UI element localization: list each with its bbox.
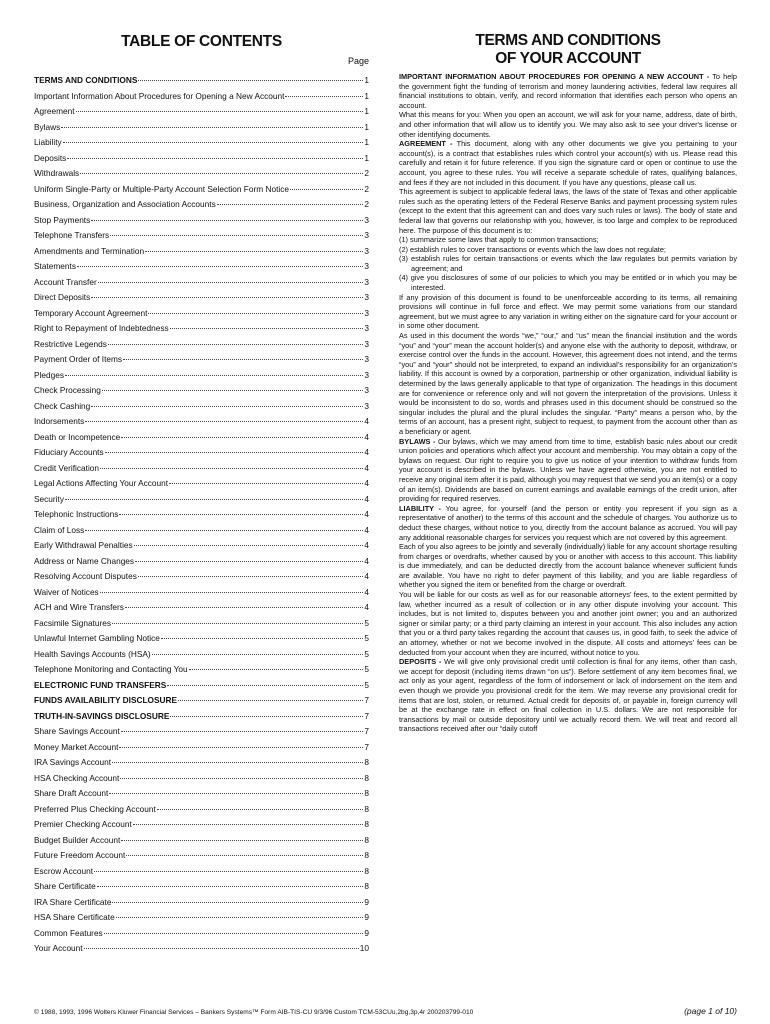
toc-entry-label: Direct Deposits <box>34 292 91 302</box>
toc-entry-label: Bylaws <box>34 121 61 132</box>
toc-entry-page: 3 <box>364 307 369 318</box>
toc-leader-dots <box>104 933 364 934</box>
toc-entry-label: Check Processing <box>34 385 101 395</box>
toc-leader-dots <box>145 251 363 252</box>
toc-entry-page: 3 <box>364 354 369 364</box>
toc-leader-dots <box>121 731 364 732</box>
toc-entry <box>34 213 369 229</box>
toc-entry <box>34 461 369 477</box>
terms-paragraph-text: You will be liable for our costs as well as for our reasonable attorneys’ fees, to the extent permitted by law, whether incurred as a result of collection or in any other dispute involving your account. This includes, but is not limited to, disputes between you and another joint owner; you and an authorized signer or similar party; or a third party claiming an interest in your account. This also includes any action that you or a third party takes regarding the account that causes us, in good faith, to seek the advice of an attorney, whether or not we become involved in the dispute. All costs and attorneys’ fees can be deducted from your account when they are incurred, without notice to you. <box>399 590 737 657</box>
toc-leader-dots <box>138 576 364 577</box>
toc-leader-dots <box>98 282 364 283</box>
toc-leader-dots <box>61 127 363 128</box>
toc-entry-page: 5 <box>364 617 369 628</box>
toc-entry-page: 5 <box>364 679 369 690</box>
toc-entry <box>34 802 369 818</box>
toc-entry-label: FUNDS AVAILABILITY DISCLOSURE <box>34 695 178 705</box>
toc-leader-dots <box>152 654 364 655</box>
toc-entry <box>34 399 369 415</box>
toc-entry-page: 8 <box>364 881 369 891</box>
toc-entry-page: 3 <box>364 261 369 271</box>
toc-entry <box>34 833 369 849</box>
toc-list <box>34 73 369 957</box>
toc-leader-dots <box>119 747 363 748</box>
toc-entry <box>34 554 369 570</box>
toc-entry <box>34 926 369 942</box>
toc-leader-dots <box>100 468 363 469</box>
toc-entry <box>34 693 369 709</box>
toc-entry-page: 4 <box>364 586 369 597</box>
toc-entry-page: 4 <box>364 524 369 535</box>
terms-paragraph-text: (3) establish rules for certain transactions or events which the law regulates but permits variation by agreement; and <box>399 254 737 273</box>
terms-paragraph-text: This document, along with any other documents we give you pertaining to your account(s), is a contract that establishes rules which control your account(s) with us. Please read this carefully and retain it for future reference. If you sign the signature card or open or continue to use the account, you agree to these rules. You will receive a separate schedule of rates, qualifying balances, and fees if they are not included in this document. If you have any questions, please call us. <box>399 139 737 187</box>
toc-entry-page: 4 <box>364 571 369 581</box>
terms-paragraph-text: This agreement is subject to applicable federal laws, the laws of the state of Texas and other applicable rules such as the operating letters of the Federal Reserve Banks and payment processing system rules (except to the extent that this agreement can and does vary such rules or laws). The body of state and federal law that governs our relationship with you, however, is too large and complex to be reproduced here. The purpose of this document is to: <box>399 187 737 235</box>
toc-entry-label: Telephonic Instructions <box>34 509 119 519</box>
terms-list-item <box>399 245 737 255</box>
toc-entry <box>34 89 369 105</box>
terms-paragraph-text: (4) give you disclosures of some of our policies to which you may be entitled or in which you may be interested. <box>399 273 737 293</box>
toc-entry-label: TERMS AND CONDITIONS <box>34 75 138 85</box>
toc-entry-label: Address or Name Changes <box>34 555 135 566</box>
terms-section-heading: LIABILITY - <box>399 503 446 513</box>
toc-entry-label: Liability <box>34 137 62 147</box>
terms-section-heading: AGREEMENT - <box>399 139 457 149</box>
toc-entry <box>34 724 369 740</box>
toc-entry-label: Money Market Account <box>34 741 119 752</box>
toc-leader-dots <box>123 359 363 360</box>
toc-leader-dots <box>110 235 363 236</box>
toc-leader-dots <box>290 189 363 190</box>
toc-entry <box>34 368 369 384</box>
toc-entry-label: Uniform Single-Party or Multiple-Party Account Selection Form Notice <box>34 183 289 194</box>
toc-leader-dots <box>148 313 363 314</box>
toc-entry-page: 3 <box>364 338 369 349</box>
toc-leader-dots <box>105 452 364 453</box>
terms-paragraph <box>399 437 737 504</box>
toc-entry-page: 4 <box>364 555 369 566</box>
toc-leader-dots <box>63 142 364 143</box>
toc-entry-label: Fiduciary Accounts <box>34 447 104 457</box>
toc-entry <box>34 755 369 771</box>
toc-entry <box>34 631 369 647</box>
toc-entry <box>34 585 369 601</box>
toc-entry <box>34 895 369 911</box>
toc-entry <box>34 538 369 554</box>
toc-entry-label: Withdrawals <box>34 168 80 178</box>
toc-entry-label: Agreement <box>34 106 75 116</box>
terms-list-item <box>399 273 737 292</box>
toc-entry <box>34 476 369 492</box>
toc-entry <box>34 120 369 136</box>
terms-paragraph-text: What this means for you: When you open an account, we will ask for your name, address, date of birth, and other information that will allow us to identify you. We may also ask to see your driver's license or other identifying documents. <box>399 110 737 139</box>
toc-entry-label: Stop Payments <box>34 214 91 225</box>
toc-entry-page: 8 <box>364 850 369 860</box>
toc-entry-page: 7 <box>364 726 369 736</box>
toc-entry-page: 1 <box>364 137 369 147</box>
toc-entry <box>34 492 369 508</box>
toc-entry-label: HSA Checking Account <box>34 772 120 783</box>
toc-entry-label: Amendments and Termination <box>34 245 145 256</box>
toc-entry-label: ACH and Wire Transfers <box>34 602 124 612</box>
toc-entry <box>34 244 369 260</box>
toc-leader-dots <box>80 173 363 174</box>
terms-paragraph <box>399 657 737 734</box>
toc-entry <box>34 228 369 244</box>
toc-leader-dots <box>178 700 363 701</box>
toc-title: TABLE OF CONTENTS <box>121 33 282 50</box>
toc-entry-label: Facsimile Signatures <box>34 617 112 628</box>
terms-paragraph-text: (2) establish rules to cover transactions or events which the law does not regulate; <box>399 244 666 254</box>
toc-entry-label: Share Savings Account <box>34 726 120 736</box>
toc-entry <box>34 616 369 632</box>
toc-entry-label: Business, Organization and Association Accounts <box>34 199 216 209</box>
toc-leader-dots <box>121 437 363 438</box>
toc-entry <box>34 709 369 725</box>
toc-entry <box>34 73 369 89</box>
footer-page-number: (page 1 of 10) <box>684 1006 737 1016</box>
toc-leader-dots <box>126 855 363 856</box>
toc-leader-dots <box>76 111 364 112</box>
terms-paragraph <box>399 187 737 235</box>
toc-entry-label: Legal Actions Affecting Your Account <box>34 478 169 488</box>
terms-paragraph-text: Our bylaws, which we may amend from time to time, establish basic rules about our credit union policies and operations which affect your account and membership. You may obtain a copy of the bylaws on request. Our right to require you to give us notice of your intention to withdraw funds from your account is described in the bylaws. Unless we have agreed otherwise, you are not entitled to receive any original item after it is paid, although you may request that we send you an item(s) or a copy of an item(s). Dividends are based on current earnings and available earnings of the credit union, after providing for required reserves. <box>399 436 737 504</box>
toc-entry-page: 3 <box>364 292 369 302</box>
toc-entry <box>34 507 369 523</box>
toc-leader-dots <box>77 266 363 267</box>
terms-paragraph <box>399 590 737 657</box>
toc-entry-label: Share Draft Account <box>34 788 109 798</box>
toc-leader-dots <box>217 204 364 205</box>
toc-leader-dots <box>100 592 364 593</box>
toc-entry <box>34 259 369 275</box>
toc-entry-label: IRA Share Certificate <box>34 896 112 907</box>
toc-entry-page: 3 <box>364 245 369 256</box>
toc-entry-label: Statements <box>34 261 76 271</box>
toc-leader-dots <box>108 344 364 345</box>
toc-entry <box>34 817 369 833</box>
terms-paragraph <box>399 293 737 331</box>
toc-entry-page: 4 <box>364 602 369 612</box>
toc-entry-label: HSA Share Certificate <box>34 912 115 922</box>
toc-entry <box>34 569 369 585</box>
toc-leader-dots <box>112 623 363 624</box>
toc-entry <box>34 430 369 446</box>
toc-leader-dots <box>134 545 364 546</box>
toc-entry-label: Unlawful Internet Gambling Notice <box>34 633 160 643</box>
toc-entry-page: 3 <box>364 214 369 225</box>
toc-leader-dots <box>169 483 363 484</box>
toc-entry <box>34 321 369 337</box>
toc-entry-label: Premier Checking Account <box>34 819 132 829</box>
toc-entry <box>34 383 369 399</box>
table-of-contents <box>34 32 369 957</box>
toc-entry-label: Credit Verification <box>34 462 100 473</box>
toc-leader-dots <box>102 390 364 391</box>
toc-entry-page: 7 <box>364 695 369 705</box>
toc-leader-dots <box>161 638 363 639</box>
toc-entry-page: 1 <box>364 75 369 85</box>
toc-leader-dots <box>116 917 364 918</box>
toc-entry <box>34 337 369 353</box>
toc-leader-dots <box>119 514 363 515</box>
toc-entry-page: 3 <box>364 385 369 395</box>
terms-list-item <box>399 235 737 245</box>
toc-entry <box>34 879 369 895</box>
toc-entry-page: 3 <box>364 400 369 411</box>
toc-entry <box>34 662 369 678</box>
toc-entry-label: Account Transfer <box>34 276 97 287</box>
toc-leader-dots <box>157 809 364 810</box>
terms-title <box>399 32 737 68</box>
toc-entry-page: 8 <box>364 865 369 876</box>
toc-entry-page: 8 <box>364 834 369 845</box>
toc-entry <box>34 135 369 151</box>
toc-entry-label: Pledges <box>34 369 64 380</box>
toc-entry-page: 4 <box>364 493 369 504</box>
toc-leader-dots <box>120 778 363 779</box>
toc-entry-label: Resolving Account Disputes <box>34 571 137 581</box>
toc-entry-page: 5 <box>364 664 369 674</box>
toc-leader-dots <box>85 530 363 531</box>
toc-leader-dots <box>112 902 363 903</box>
toc-entry-label: Right to Repayment of Indebtedness <box>34 323 169 333</box>
toc-entry-label: IRA Savings Account <box>34 757 112 767</box>
toc-entry <box>34 290 369 306</box>
terms-body <box>399 72 737 956</box>
terms-paragraph <box>399 139 737 187</box>
toc-entry <box>34 166 369 182</box>
toc-entry <box>34 864 369 880</box>
toc-entry-page: 4 <box>364 416 369 426</box>
toc-page-column-header: Page <box>347 56 369 66</box>
toc-leader-dots <box>97 886 364 887</box>
terms-title-line1: TERMS AND CONDITIONS <box>475 32 661 49</box>
toc-entry-label: Budget Builder Account <box>34 834 121 845</box>
toc-entry-page: 3 <box>364 230 369 240</box>
terms-paragraph-text: We will give only provisional credit until collection is final for any items, other than cash, we accept for deposit (including items drawn “on us”). Before settlement of any item becomes final, we act only as your agent, regardless of the form of indorsement or lack of indorsement on the item and even though we provide you provisional credit for the item. We may reverse any provisional credit for items that are lost, stolen, or returned. Actual credit for deposits of, or payable in, foreign currency will be at the exchange rate in effect on final collection in U.S. dollars. We are not responsible for transactions by mail or outside depository until we actually record them. We will treat and record all transactions received after our “daily cutoff <box>399 657 737 734</box>
toc-entry <box>34 647 369 663</box>
toc-entry <box>34 600 369 616</box>
toc-entry <box>34 771 369 787</box>
toc-entry <box>34 786 369 802</box>
toc-leader-dots <box>91 220 363 221</box>
toc-entry-page: 9 <box>364 927 369 938</box>
toc-entry-label: Important Information About Procedures for Opening a New Account <box>34 90 285 101</box>
terms-paragraph <box>399 331 737 437</box>
toc-entry-page: 7 <box>364 741 369 752</box>
terms-list-item <box>399 254 737 273</box>
toc-entry-label: Deposits <box>34 152 67 163</box>
toc-leader-dots <box>135 561 363 562</box>
toc-entry <box>34 306 369 322</box>
toc-leader-dots <box>170 716 363 717</box>
toc-entry-label: Payment Order of Items <box>34 354 123 364</box>
toc-entry <box>34 275 369 291</box>
toc-leader-dots <box>189 669 364 670</box>
toc-entry-page: 2 <box>364 183 369 194</box>
toc-entry-label: Common Features <box>34 927 103 938</box>
toc-entry-page: 5 <box>364 648 369 659</box>
toc-leader-dots <box>112 762 363 763</box>
terms-and-conditions <box>399 32 737 956</box>
toc-entry-label: Telephone Monitoring and Contacting You <box>34 664 188 674</box>
toc-entry-label: Death or Incompetence <box>34 431 121 442</box>
toc-entry <box>34 941 369 957</box>
toc-leader-dots <box>285 96 363 97</box>
toc-entry-page: 8 <box>364 803 369 814</box>
toc-entry <box>34 182 369 198</box>
toc-leader-dots <box>65 499 363 500</box>
toc-entry <box>34 414 369 430</box>
toc-entry-page: 4 <box>364 462 369 473</box>
terms-paragraph <box>399 542 737 590</box>
toc-leader-dots <box>167 685 363 686</box>
terms-paragraph-text: You agree, for yourself (and the person or entity you represent if you sign as a representative of another) to the terms of this account and the schedule of charges. You authorize us to deduct these charges, without notice to you, directly from the account balance as accrued. You will pay any additional reasonable charges for services you request which are not covered by this agreement. <box>399 503 737 542</box>
toc-entry-label: Waiver of Notices <box>34 586 99 597</box>
toc-leader-dots <box>91 406 363 407</box>
toc-entry-page: 1 <box>364 106 369 116</box>
toc-entry-page: 1 <box>364 121 369 132</box>
toc-entry-page: 4 <box>364 509 369 519</box>
toc-entry-page: 4 <box>364 478 369 488</box>
toc-entry-page: 1 <box>364 90 369 101</box>
toc-entry-label: Restrictive Legends <box>34 338 107 349</box>
toc-entry <box>34 197 369 213</box>
toc-entry-page: 10 <box>359 943 369 953</box>
toc-entry <box>34 910 369 926</box>
toc-leader-dots <box>125 607 363 608</box>
toc-entry-label: Claim of Loss <box>34 524 85 535</box>
terms-paragraph-text: As used in this document the words “we,” “our,” and “us” mean the financial institution and the words “you” and “your” mean the account holder(s) and anyone else with the authority to deposit, withdraw, or exercise control over the funds in the account. However, this agreement does not intend, and the terms “you” and “your” should not be interpreted, to expand an individual’s responsibility for an organization’s liability. If this account is owned by a corporation, partnership or other organization, individual liability is determined by the laws generally applicable to that type of organization. The headings in this document are for convenience or reference only and will not govern the interpretation of the provisions. Unless it would be inconsistent to do so, words and phrases used in this document should be construed so the singular includes the plural and the plural includes the singular. “Party” means a person who, by the terms of an account, has a present right, subject to request, to payment from the account other than as a beneficiary or agent. <box>399 331 737 436</box>
toc-entry <box>34 151 369 167</box>
toc-entry <box>34 352 369 368</box>
toc-leader-dots <box>133 824 364 825</box>
terms-paragraph-text: If any provision of this document is found to be unenforceable according to its terms, all remaining provisions will continue in full force and effect. We may permit some variations from our standard agreement, but we must agree to any variation in writing either on the signature card for your account or in some other document. <box>399 292 737 331</box>
toc-entry-label: Early Withdrawal Penalties <box>34 540 133 550</box>
terms-title-line2: OF YOUR ACCOUNT <box>495 50 641 67</box>
toc-entry <box>34 678 369 694</box>
toc-leader-dots <box>65 375 363 376</box>
toc-entry-label: Temporary Account Agreement <box>34 307 148 318</box>
page-footer <box>34 1006 737 1016</box>
terms-section-heading: DEPOSITS - <box>399 657 444 667</box>
toc-entry-page: 5 <box>364 633 369 643</box>
toc-entry-label: Telephone Transfers <box>34 230 110 240</box>
toc-entry-label: ELECTRONIC FUND TRANSFERS <box>34 679 167 690</box>
toc-leader-dots <box>91 297 363 298</box>
toc-entry-label: Preferred Plus Checking Account <box>34 803 156 814</box>
toc-leader-dots <box>138 80 363 81</box>
toc-entry-page: 3 <box>364 369 369 380</box>
terms-section-heading: IMPORTANT INFORMATION ABOUT PROCEDURES FOR OPENING A NEW ACCOUNT - <box>399 72 713 81</box>
toc-entry-page: 9 <box>364 896 369 907</box>
toc-leader-dots <box>67 158 363 159</box>
terms-paragraph-text: (1) summarize some laws that apply to common transactions; <box>399 235 599 245</box>
toc-entry-page: 4 <box>364 540 369 550</box>
footer-copyright: © 1988, 1993, 1996 Wolters Kluwer Financial Services – Bankers Systems™ Form AIB-TIS-CU 9/3/96 Custom TCM-53CUu,2bg,3p,4r 200203799-010 <box>34 1009 474 1016</box>
toc-entry <box>34 523 369 539</box>
toc-leader-dots <box>170 328 364 329</box>
toc-leader-dots <box>109 793 363 794</box>
toc-leader-dots <box>85 421 363 422</box>
terms-paragraph <box>399 72 737 110</box>
toc-entry-label: Share Certificate <box>34 881 96 891</box>
toc-entry-page: 8 <box>364 757 369 767</box>
toc-entry-page: 2 <box>364 199 369 209</box>
toc-entry-page: 3 <box>364 323 369 333</box>
toc-entry-page: 7 <box>364 710 369 721</box>
toc-leader-dots <box>84 948 359 949</box>
toc-entry-label: Indorsements <box>34 416 85 426</box>
toc-entry <box>34 740 369 756</box>
toc-entry-page: 4 <box>364 431 369 442</box>
toc-entry <box>34 104 369 120</box>
toc-entry-page: 8 <box>364 819 369 829</box>
toc-entry-page: 8 <box>364 788 369 798</box>
toc-leader-dots <box>94 871 363 872</box>
toc-entry-page: 2 <box>364 168 369 178</box>
toc-entry-label: Check Cashing <box>34 400 91 411</box>
toc-entry <box>34 445 369 461</box>
toc-entry-label: Escrow Account <box>34 865 94 876</box>
terms-section-heading: BYLAWS - <box>399 436 438 446</box>
toc-entry-page: 1 <box>364 152 369 163</box>
terms-paragraph <box>399 110 737 139</box>
toc-entry-page: 3 <box>364 276 369 287</box>
toc-entry-page: 9 <box>364 912 369 922</box>
toc-entry-label: TRUTH-IN-SAVINGS DISCLOSURE <box>34 710 170 721</box>
toc-entry-label: Your Account <box>34 943 83 953</box>
terms-paragraph-text: Each of you also agrees to be jointly and severally (individually) liable for any account shortage resulting from charges or overdrafts, whether caused by you or another with access to this account. This liability is due immediately, and can be deducted directly from the account balance whenever sufficient funds are available. You have no right to defer payment of this liability, and you are liable regardless of whether you signed the item or benefited from the charge or overdraft. <box>399 542 737 590</box>
toc-entry-page: 8 <box>364 772 369 783</box>
toc-entry-label: Security <box>34 493 64 504</box>
toc-entry <box>34 848 369 864</box>
toc-entry-page: 4 <box>364 447 369 457</box>
toc-leader-dots <box>121 840 363 841</box>
toc-entry-label: Future Freedom Account <box>34 850 126 860</box>
terms-paragraph-text: To help the government fight the funding of terrorism and money laundering activities, federal law requires all financial institutions to obtain, verify, and record information that identifies each person who opens an account. <box>399 72 737 110</box>
terms-paragraph <box>399 504 737 542</box>
toc-entry-label: Health Savings Accounts (HSA) <box>34 648 151 659</box>
